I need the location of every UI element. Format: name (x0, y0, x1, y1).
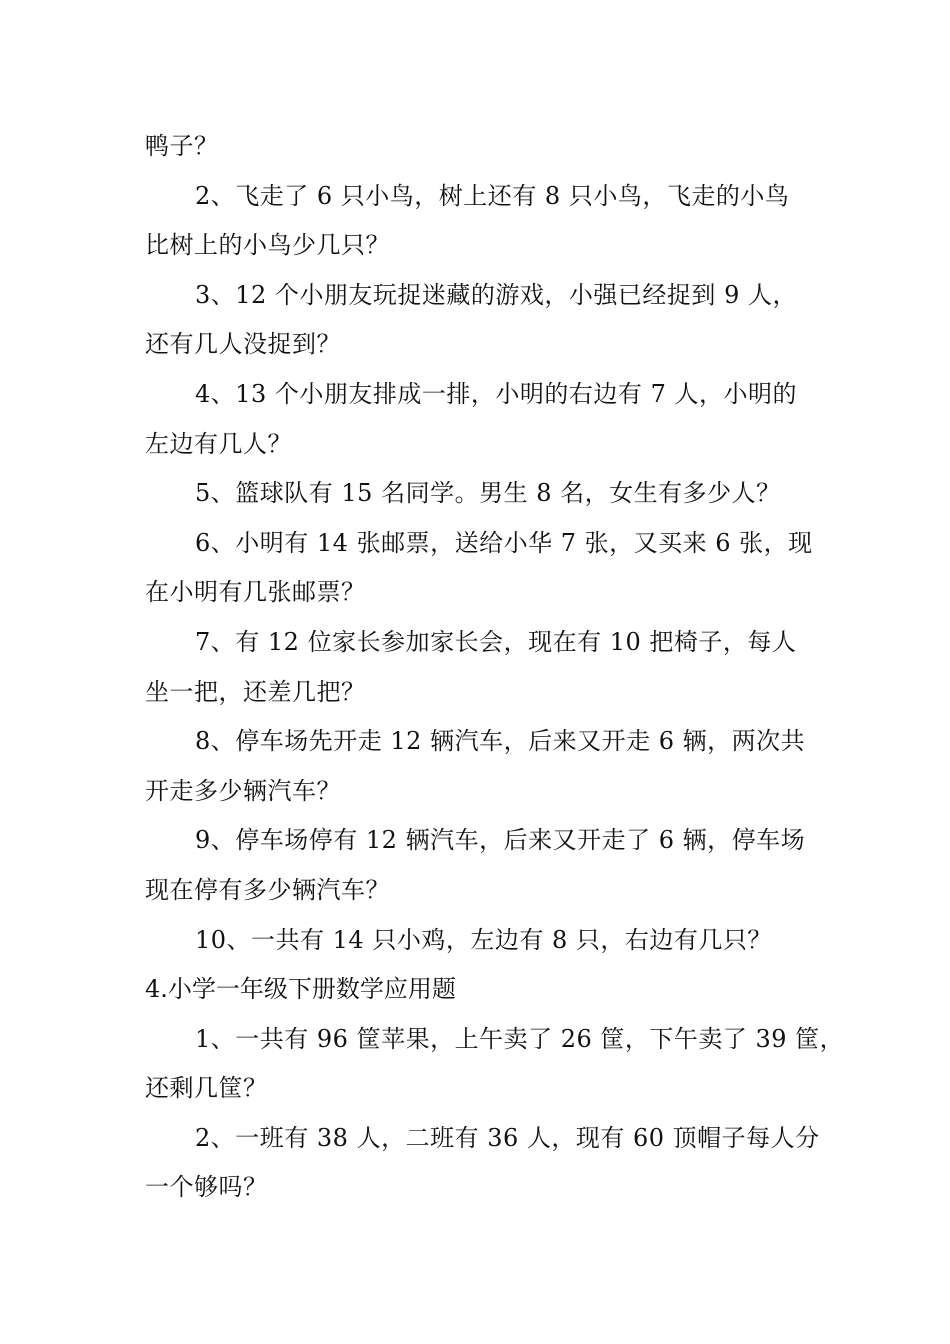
problem-line-continued: 比树上的小鸟少几只？ (145, 231, 390, 260)
problem-line: 3、12 个小朋友玩捉迷藏的游戏，小强已经捉到 9 人， (195, 280, 797, 309)
problem-item (145, 469, 815, 519)
problem-line: 2、一班有 38 人，二班有 36 人，现有 60 顶帽子每人分 (195, 1123, 820, 1152)
problem-line: 5、篮球队有 15 名同学。男生 8 名，女生有多少人？ (195, 479, 781, 508)
problem-line: 8、停车场先开走 12 辆汽车，后来又开走 6 辆，两次共 (195, 727, 806, 756)
problem-item (145, 370, 815, 469)
problem-item (145, 1015, 845, 1114)
problem-line: 4、13 个小朋友排成一排，小明的右边有 7 人，小明的 (195, 379, 797, 408)
problem-line: 7、有 12 位家长参加家长会，现在有 10 把椅子，每人 (195, 627, 797, 656)
problem-line: 10、一共有 14 只小鸡，左边有 8 只，右边有几只？ (195, 925, 772, 954)
document-body (145, 122, 845, 1213)
problem-item (145, 816, 815, 915)
problem-line-continued: 左边有几人？ (145, 429, 292, 458)
problem-item (145, 916, 815, 966)
problem-line-continued: 还剩几筐？ (145, 1074, 268, 1103)
problem-line: 2、飞走了 6 只小鸟，树上还有 8 只小鸟，飞走的小鸟 (195, 181, 790, 210)
problem-item (145, 618, 815, 717)
paragraph-continuation: 鸭子？ (145, 132, 219, 160)
problem-line: 9、停车场停有 12 辆汽车，后来又开走了 6 辆，停车场 (195, 826, 806, 855)
problem-item (145, 271, 815, 370)
problem-line: 6、小明有 14 张邮票，送给小华 7 张，又买来 6 张，现 (195, 528, 813, 557)
problem-line-continued: 在小明有几张邮票？ (145, 578, 366, 607)
problem-item (145, 172, 815, 271)
problem-line-continued: 还有几人没捉到？ (145, 330, 341, 359)
problem-item (145, 717, 815, 816)
problem-line-continued: 开走多少辆汽车？ (145, 776, 341, 805)
section-heading: 4.小学一年级下册数学应用题 (145, 975, 456, 1004)
problem-line: 1、一共有 96 筐苹果，上午卖了 26 筐，下午卖了 39 筐， (195, 1024, 845, 1053)
problem-item (145, 1114, 820, 1213)
problem-line-continued: 一个够吗？ (145, 1173, 268, 1202)
problem-item (145, 519, 815, 618)
problem-line-continued: 现在停有多少辆汽车？ (145, 875, 390, 904)
problem-line-continued: 坐一把，还差几把？ (145, 677, 366, 706)
